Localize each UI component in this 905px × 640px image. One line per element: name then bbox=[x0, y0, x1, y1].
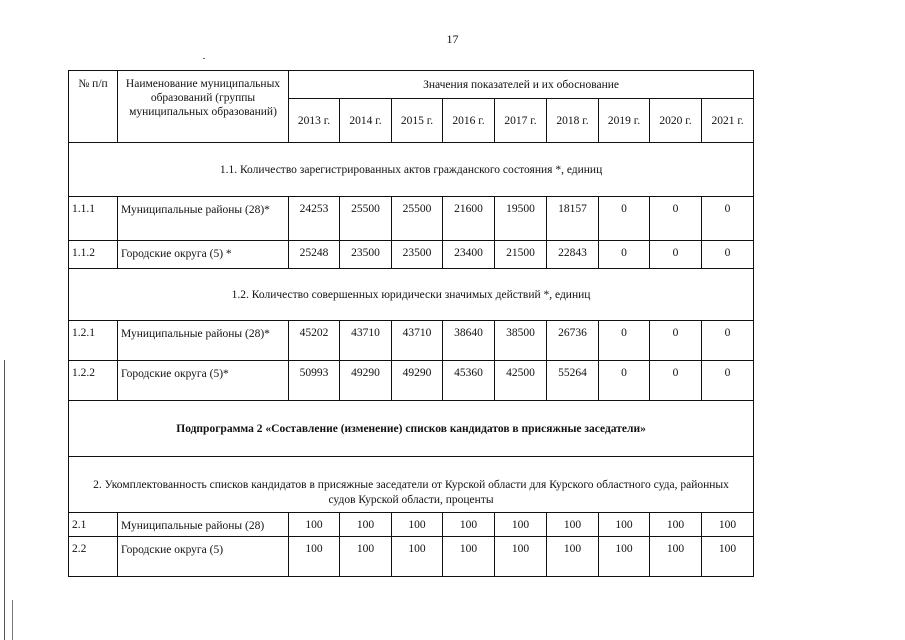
table-row bbox=[69, 537, 754, 577]
cell-value: 23400 bbox=[443, 241, 495, 269]
header-values: Значения показателей и их обоснование bbox=[289, 71, 754, 99]
table-row bbox=[69, 321, 754, 361]
cell-value: 0 bbox=[702, 361, 754, 401]
row-name: Муниципальные районы (28)* bbox=[118, 197, 289, 241]
cell-value: 0 bbox=[599, 321, 650, 361]
cell-value: 49290 bbox=[340, 361, 392, 401]
header-year: 2015 г. bbox=[392, 99, 443, 143]
row-code: 1.1.2 bbox=[69, 241, 118, 269]
cell-value: 100 bbox=[392, 537, 443, 577]
cell-value: 24253 bbox=[289, 197, 340, 241]
cell-value: 25500 bbox=[340, 197, 392, 241]
cell-value: 26736 bbox=[547, 321, 599, 361]
row-name: Городские округа (5) bbox=[118, 537, 289, 577]
cell-value: 100 bbox=[340, 513, 392, 537]
cell-value: 23500 bbox=[340, 241, 392, 269]
cell-value: 0 bbox=[702, 241, 754, 269]
cell-value: 0 bbox=[650, 361, 702, 401]
cell-value: 45360 bbox=[443, 361, 495, 401]
indicators-table bbox=[68, 70, 754, 577]
scan-mark bbox=[203, 58, 205, 59]
header-municipality: Наименование муниципальных образований (группы муниципальных образований) bbox=[118, 71, 289, 143]
cell-value: 100 bbox=[443, 537, 495, 577]
cell-value: 100 bbox=[547, 513, 599, 537]
cell-value: 100 bbox=[599, 537, 650, 577]
row-name: Городские округа (5)* bbox=[118, 361, 289, 401]
subprogram-title: Подпрограмма 2 «Составление (изменение) списков кандидатов в присяжные заседатели» bbox=[69, 401, 754, 457]
header-year: 2013 г. bbox=[289, 99, 340, 143]
cell-value: 0 bbox=[599, 197, 650, 241]
cell-value: 22843 bbox=[547, 241, 599, 269]
cell-value: 0 bbox=[599, 241, 650, 269]
cell-value: 19500 bbox=[495, 197, 547, 241]
row-code: 1.1.1 bbox=[69, 197, 118, 241]
cell-value: 100 bbox=[702, 513, 754, 537]
cell-value: 100 bbox=[650, 513, 702, 537]
cell-value: 38500 bbox=[495, 321, 547, 361]
row-name: Муниципальные районы (28)* bbox=[118, 321, 289, 361]
table-row bbox=[69, 513, 754, 537]
cell-value: 100 bbox=[599, 513, 650, 537]
section-title: 1.1. Количество зарегистрированных актов гражданского состояния *, единиц bbox=[69, 143, 754, 197]
header-num: № п/п bbox=[69, 71, 118, 143]
cell-value: 100 bbox=[289, 537, 340, 577]
header-year: 2020 г. bbox=[650, 99, 702, 143]
cell-value: 100 bbox=[650, 537, 702, 577]
cell-value: 0 bbox=[650, 321, 702, 361]
cell-value: 49290 bbox=[392, 361, 443, 401]
cell-value: 50993 bbox=[289, 361, 340, 401]
header-year: 2018 г. bbox=[547, 99, 599, 143]
cell-value: 21500 bbox=[495, 241, 547, 269]
cell-value: 0 bbox=[599, 361, 650, 401]
table-row bbox=[69, 197, 754, 241]
cell-value: 43710 bbox=[340, 321, 392, 361]
header-year: 2019 г. bbox=[599, 99, 650, 143]
row-code: 2.1 bbox=[69, 513, 118, 537]
cell-value: 0 bbox=[650, 241, 702, 269]
table-row bbox=[69, 241, 754, 269]
row-code: 1.2.1 bbox=[69, 321, 118, 361]
table-row bbox=[69, 361, 754, 401]
cell-value: 0 bbox=[650, 197, 702, 241]
section-title: 1.2. Количество совершенных юридически значимых действий *, единиц bbox=[69, 269, 754, 321]
cell-value: 23500 bbox=[392, 241, 443, 269]
row-code: 1.2.2 bbox=[69, 361, 118, 401]
cell-value: 38640 bbox=[443, 321, 495, 361]
cell-value: 45202 bbox=[289, 321, 340, 361]
cell-value: 100 bbox=[702, 537, 754, 577]
cell-value: 0 bbox=[702, 197, 754, 241]
header-year: 2016 г. bbox=[443, 99, 495, 143]
cell-value: 55264 bbox=[547, 361, 599, 401]
cell-value: 0 bbox=[702, 321, 754, 361]
cell-value: 100 bbox=[392, 513, 443, 537]
cell-value: 21600 bbox=[443, 197, 495, 241]
cell-value: 100 bbox=[340, 537, 392, 577]
cell-value: 100 bbox=[443, 513, 495, 537]
row-name: Городские округа (5) * bbox=[118, 241, 289, 269]
header-year: 2014 г. bbox=[340, 99, 392, 143]
section-title: 2. Укомплектованность списков кандидатов в присяжные заседатели от Курской области для Курского областного суда, районных судов Курской области, проценты bbox=[69, 457, 754, 513]
header-year: 2017 г. bbox=[495, 99, 547, 143]
scan-edge-line bbox=[4, 360, 5, 640]
row-name: Муниципальные районы (28) bbox=[118, 513, 289, 537]
cell-value: 100 bbox=[547, 537, 599, 577]
scan-edge-line bbox=[12, 600, 13, 640]
cell-value: 100 bbox=[495, 513, 547, 537]
cell-value: 25248 bbox=[289, 241, 340, 269]
page-number: 17 bbox=[446, 32, 459, 46]
cell-value: 100 bbox=[495, 537, 547, 577]
cell-value: 18157 bbox=[547, 197, 599, 241]
row-code: 2.2 bbox=[69, 537, 118, 577]
cell-value: 42500 bbox=[495, 361, 547, 401]
cell-value: 100 bbox=[289, 513, 340, 537]
cell-value: 25500 bbox=[392, 197, 443, 241]
cell-value: 43710 bbox=[392, 321, 443, 361]
header-year: 2021 г. bbox=[702, 99, 754, 143]
